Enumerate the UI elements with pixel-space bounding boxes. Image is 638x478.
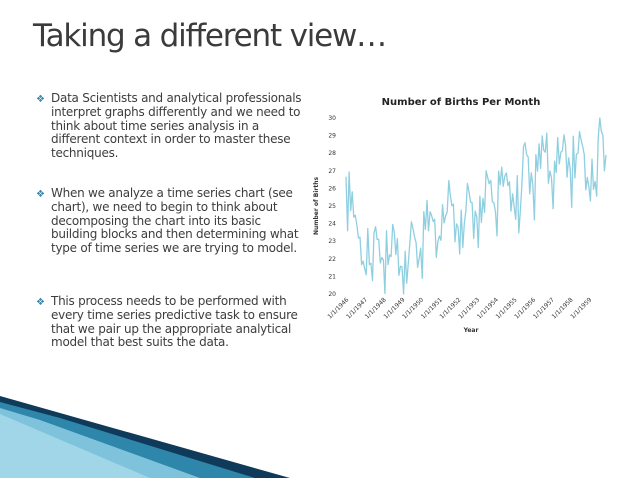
y-tick-label: 29 bbox=[328, 132, 336, 140]
x-tick-label: 1/1/1952 bbox=[438, 296, 463, 321]
diamond-bullet-icon: ❖ bbox=[36, 297, 45, 308]
y-tick-label: 28 bbox=[328, 150, 336, 158]
x-tick-label: 1/1/1946 bbox=[326, 296, 351, 321]
y-axis bbox=[328, 115, 336, 298]
x-axis bbox=[326, 296, 593, 320]
x-tick-label: 1/1/1959 bbox=[569, 296, 594, 321]
x-tick-label: 1/1/1956 bbox=[513, 296, 538, 321]
y-tick-label: 30 bbox=[328, 115, 336, 122]
x-tick-label: 1/1/1958 bbox=[550, 296, 575, 321]
y-tick-label: 23 bbox=[328, 238, 336, 246]
x-tick-label: 1/1/1953 bbox=[457, 296, 482, 321]
chart-title: Number of Births Per Month bbox=[381, 97, 541, 108]
y-tick-label: 26 bbox=[328, 185, 336, 193]
slide-title: Taking a different view… bbox=[33, 18, 386, 54]
bullet-text: This process needs to be performed with every time series predictive task to ensure that we pair up the appropriate analytical model that best suits the data. bbox=[51, 294, 298, 350]
diamond-bullet-icon: ❖ bbox=[36, 189, 45, 200]
bullet-text: Data Scientists and analytical professionals interpret graphs differently and we need to think about time series analysis in a different context in order to master these techniques. bbox=[51, 91, 302, 161]
x-axis-title: Year bbox=[463, 327, 479, 334]
chart-canvas bbox=[308, 88, 626, 350]
x-tick-label: 1/1/1951 bbox=[419, 296, 444, 321]
bullet-item bbox=[36, 295, 308, 350]
y-axis-title: Number of Births bbox=[313, 176, 320, 236]
x-tick-label: 1/1/1954 bbox=[475, 296, 500, 321]
births-series-line bbox=[346, 118, 606, 294]
bullet-item bbox=[36, 92, 308, 161]
diamond-bullet-icon: ❖ bbox=[36, 94, 45, 105]
x-tick-label: 1/1/1947 bbox=[345, 296, 370, 321]
x-tick-label: 1/1/1948 bbox=[363, 296, 388, 321]
y-tick-label: 24 bbox=[328, 220, 336, 228]
y-tick-label: 25 bbox=[328, 203, 336, 210]
x-tick-label: 1/1/1949 bbox=[382, 296, 407, 321]
y-tick-label: 27 bbox=[328, 167, 336, 175]
births-chart bbox=[308, 88, 626, 350]
bullet-item bbox=[36, 187, 308, 256]
y-tick-label: 20 bbox=[328, 291, 336, 298]
x-tick-label: 1/1/1950 bbox=[401, 296, 426, 321]
x-tick-label: 1/1/1955 bbox=[494, 296, 519, 321]
bullet-text: When we analyze a time series chart (see chart), we need to begin to think about decomposing the chart into its basic building blocks and then determining what type of time series we are trying to model. bbox=[51, 186, 299, 256]
x-tick-label: 1/1/1957 bbox=[531, 296, 556, 321]
y-tick-label: 22 bbox=[328, 255, 336, 263]
y-tick-label: 21 bbox=[328, 273, 336, 281]
